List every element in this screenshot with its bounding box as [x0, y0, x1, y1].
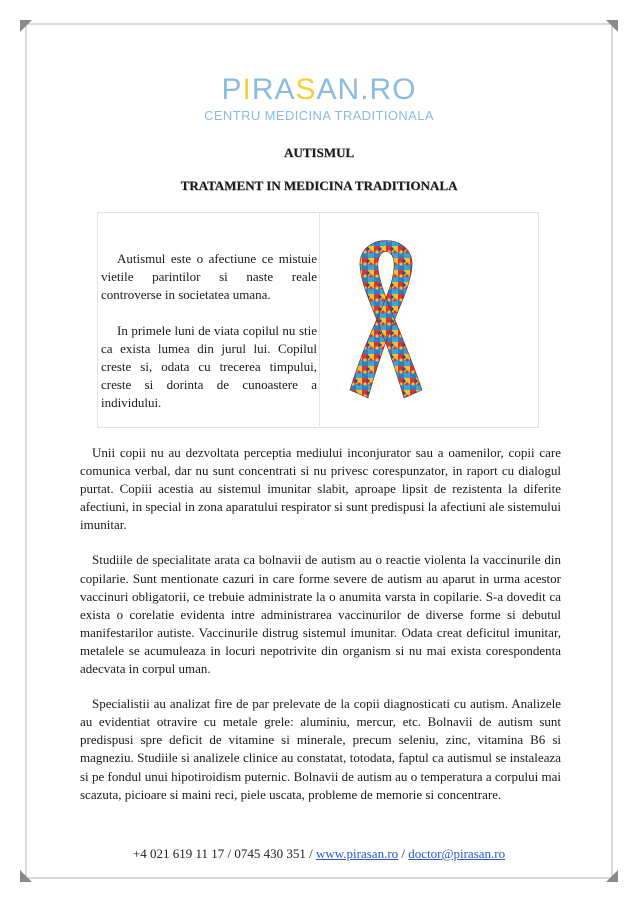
article-paragraph: Unii copii nu au dezvoltata perceptia mediului inconjurator sau a oamenilor, copii care comunica verbal, dar nu sunt concentrati si nu privesc corespunzator, in raport cu dialogul purtat. Copiii acestia au sistemul imunitar slabit, aproape lipsit de rezistenta la diferite afectiuni, in special in zona aparatului respirator si sunt predispusi la afectiuni ale sistemului imunitar.: [80, 445, 561, 533]
logo-subtitle: CENTRU MEDICINA TRADITIONALA: [204, 108, 434, 123]
article-paragraph: Studiile de specialitate arata ca bolnavii de autism au o reactie violenta la vaccinurile din copilarie. Sunt mentionate cazuri in care forme severe de autism au aparut in urma acestor vaccinuri obligatorii, ce trebuie administrate la o anumita varsta in copilarie. S-a dovedit ca exista o corelatie evidenta intre administrarea vaccinurilor de diverse forme si debutul manifestarilor autiste. Vaccinurile distrug sistemul imunitar. Odata creat deficitul imunitar, metalele se acumuleaza in locuri nepotrivite din organism si nu mai exista corespondenta adecvata in corpul uman.: [80, 552, 561, 677]
footer-phones: +4 021 619 11 17 / 0745 430 351 /: [132, 846, 313, 861]
intro-text: [101, 250, 317, 430]
autism-puzzle-ribbon-icon: [338, 222, 434, 412]
website-link[interactable]: www.pirasan.ro: [315, 846, 399, 861]
logo-name: PIRASAN.RO: [221, 73, 417, 106]
site-logo: [0, 74, 638, 123]
email-link[interactable]: doctor@pirasan.ro: [408, 846, 506, 861]
page-subtitle: TRATAMENT IN MEDICINA TRADITIONALA: [180, 178, 458, 193]
footer-contact: [0, 846, 638, 862]
intro-paragraph: In primele luni de viata copilul nu stie ca exista lumea din jurul lui. Copilul creste si, odata cu trecerea timpului, creste si dorinta de cunoastere a individului.: [101, 323, 317, 410]
article-body: [80, 444, 561, 821]
intro-divider: [319, 212, 320, 426]
intro-paragraph: Autismul este o afectiune ce mistuie vietile parintilor si naste reale controverse in societatea umana.: [101, 251, 317, 302]
article-paragraph: Specialistii au analizat fire de par prelevate de la copii diagnosticati cu autism. Analizele au evidentiat otravire cu metale grele: aluminiu, mercur, etc. Bolnavii de autism sunt predispusi spre deficit de vitamine si minerale, precum seleniu, zinc, vitamina B6 si magneziu. Studiile si analizele clinice au constatat, totodata, faptul ca autismul se instaleaza si pe fondul unui hipotiroidism puternic. Bolnavii de autism au o temperatura a corpului mai scazuta, picioare si maini reci, piele uscata, probleme de memorie si concentrare.: [80, 696, 561, 802]
footer-separator: /: [401, 846, 406, 861]
page-title: AUTISMUL: [283, 145, 355, 160]
